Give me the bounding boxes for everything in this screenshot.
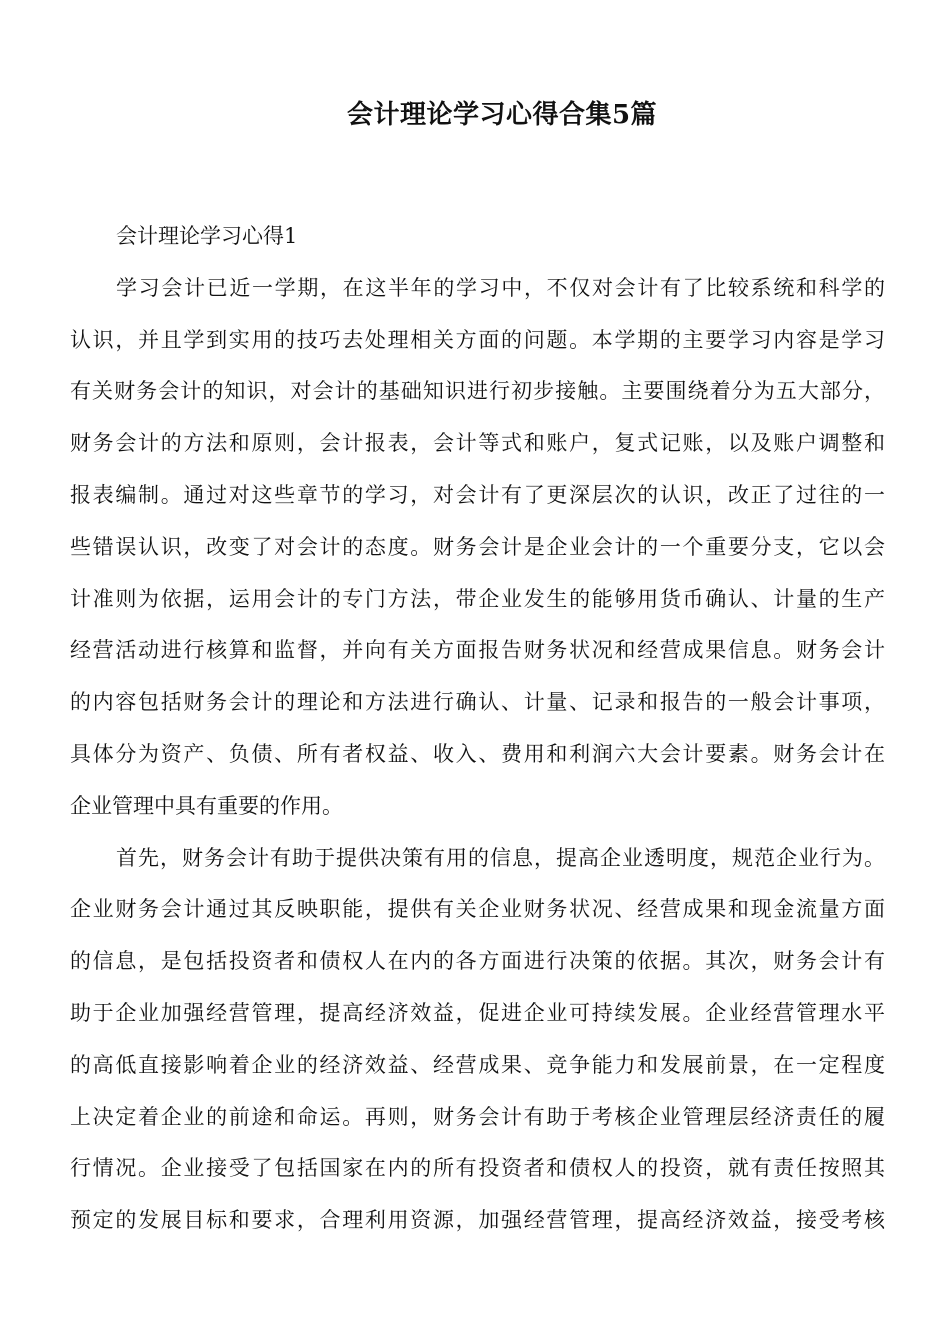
paragraph-line: 学习会计已近一学期，在这半年的学习中，不仅对会计有了比较系统和科学的 [116, 275, 885, 300]
document-body [70, 211, 885, 1247]
paragraph-line: 经营活动进行核算和监督，并向有关方面报告财务状况和经营成果信息。财务会计 [70, 638, 885, 663]
paragraph-line: 预定的发展目标和要求，合理利用资源，加强经营管理，提高经济效益，接受考核 [70, 1208, 885, 1233]
paragraph-line: 认识，并且学到实用的技巧去处理相关方面的问题。本学期的主要学习内容是学习 [70, 327, 885, 352]
paragraph-line: 企业财务会计通过其反映职能，提供有关企业财务状况、经营成果和现金流量方面 [70, 897, 885, 922]
document-title: 会计理论学习心得合集5篇 [346, 100, 658, 130]
paragraph-1 [70, 263, 885, 833]
paragraph-line: 的内容包括财务会计的理论和方法进行确认、计量、记录和报告的一般会计事项， [70, 690, 885, 715]
section-heading: 会计理论学习心得1 [116, 224, 298, 248]
paragraph-line: 有关财务会计的知识，对会计的基础知识进行初步接触。主要围绕着分为五大部分， [70, 379, 885, 404]
paragraph-line: 的高低直接影响着企业的经济效益、经营成果、竞争能力和发展前景，在一定程度 [70, 1052, 885, 1077]
paragraph-line: 助于企业加强经营管理，提高经济效益，促进企业可持续发展。企业经营管理水平 [70, 1000, 885, 1025]
paragraph-line: 报表编制。通过对这些章节的学习，对会计有了更深层次的认识，改正了过往的一 [70, 482, 885, 507]
paragraph-line: 计准则为依据，运用会计的专门方法，带企业发生的能够用货币确认、计量的生产 [70, 586, 885, 611]
paragraph-line: 上决定着企业的前途和命运。再则，财务会计有助于考核企业管理层经济责任的履 [70, 1104, 885, 1129]
paragraph-2 [70, 833, 885, 1247]
paragraph-line: 些错误认识，改变了对会计的态度。财务会计是企业会计的一个重要分支，它以会 [70, 534, 885, 559]
paragraph-line: 首先，财务会计有助于提供决策有用的信息，提高企业透明度，规范企业行为。 [116, 845, 885, 870]
paragraph-line: 具体分为资产、负债、所有者权益、收入、费用和利润六大会计要素。财务会计在 [70, 741, 885, 766]
paragraph-line: 行情况。企业接受了包括国家在内的所有投资者和债权人的投资，就有责任按照其 [70, 1156, 885, 1181]
paragraph-line: 企业管理中具有重要的作用。 [70, 793, 343, 818]
paragraph-line: 的信息，是包括投资者和债权人在内的各方面进行决策的依据。其次，财务会计有 [70, 949, 885, 974]
paragraph-line: 财务会计的方法和原则，会计报表，会计等式和账户，复式记账，以及账户调整和 [70, 431, 885, 456]
